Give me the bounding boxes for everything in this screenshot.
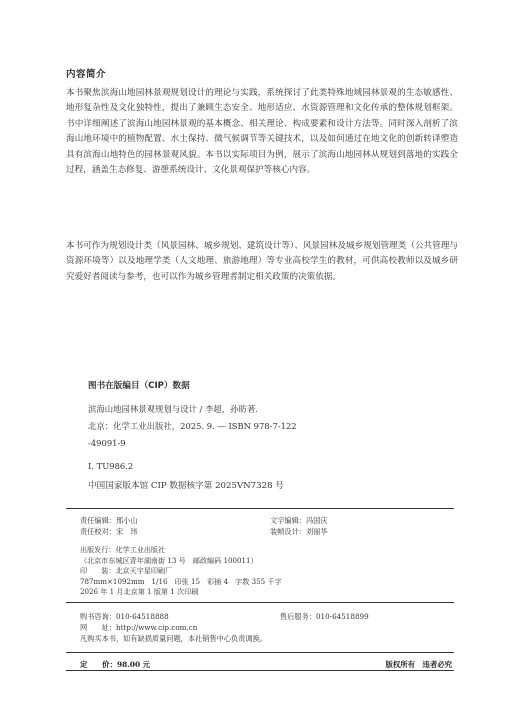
intro-paragraph-2: 本书可作为规划设计类（风景园林、城乡规划、建筑设计等）、风景园林及城乡规划管理类（公共管理与资源环境等）以及地理学类（人文地理、旅游地理）等专业高校学生的教材，可供高校教师以及城乡研究爱好者阅读与参考，也可以作为城乡管理者制定相关政策的决策依据。 bbox=[66, 241, 458, 282]
cip-publisher-line: 北京：化学工业出版社，2025. 9. — ISBN 978-7-122 bbox=[88, 421, 297, 431]
cip-title-line: 滨海山地园林景观规划与设计 / 李超，孙昉著. bbox=[88, 404, 258, 414]
proofreader: 责任校对：宋 玮 bbox=[80, 527, 138, 536]
divider-low bbox=[66, 652, 454, 653]
divider-bottom bbox=[66, 670, 454, 671]
price-row bbox=[80, 659, 452, 670]
text-editor: 文字编辑：冯国庆 bbox=[270, 516, 328, 525]
publisher-name: 出版发行：化学工业出版社 bbox=[80, 545, 166, 554]
service-phone: 售后服务：010-64518899 bbox=[280, 612, 369, 621]
intro-paragraph-1: 本书聚焦滨海山地园林景观规划设计的理论与实践，系统探讨了此类特殊地域园林景观的生态敏感性、地形复杂性及文化独特性，提出了兼顾生态安全、地形适应、水资源管理和文化传承的整体规划框架。书中详细阐述了滨海山地园林景观的基本概念、相关理论、构成要素和设计方法等。同时深入剖析了滨海山地环境中的植物配置、水土保持、微气候调节等关键技术，以及如何通过在地文化的创新转译塑造具有滨海山地特色的园林景观风貌。本书以实际项目为例，展示了滨海山地园林从规划到落地的实践全过程，涵盖生态修复、游憩系统设计、文化景观保护等核心内容。 bbox=[66, 88, 458, 176]
publisher-block bbox=[80, 545, 282, 598]
cip-classification: Ⅰ. TU986.2 bbox=[88, 461, 134, 471]
price: 定 价：98.00 元 bbox=[80, 660, 151, 669]
credits-block bbox=[80, 515, 460, 537]
intro-heading: 内容简介 bbox=[66, 69, 107, 80]
print-specs: 787mm×1092mm 1/16 印张 15 彩插 4 字数 355 千字 bbox=[80, 576, 282, 586]
printer: 印 装：北京天宇星印刷厂 bbox=[80, 566, 173, 575]
cip-block bbox=[88, 379, 448, 495]
cip-heading: 图书在版编目（CIP）数据 bbox=[88, 381, 190, 391]
copyright-notice: 版权所有 违者必究 bbox=[385, 660, 452, 669]
divider-top bbox=[66, 508, 454, 509]
edition-info: 2026 年 1 月北京第 1 版第 1 次印刷 bbox=[80, 587, 199, 596]
contacts-block bbox=[80, 611, 480, 644]
website: 网 址：http://www.cip.com.cn bbox=[80, 623, 198, 632]
publisher-address: （北京市东城区青年湖南街 13 号 邮政编码 100011） bbox=[80, 555, 258, 565]
exchange-notice: 凡购买本书，如有缺损质量问题，本社销售中心负责调换。 bbox=[80, 634, 267, 643]
cip-record bbox=[88, 401, 448, 495]
cip-isbn-line: -49091-9 bbox=[88, 438, 126, 448]
cip-number: 中国国家版本馆 CIP 数据核字第 2025VN7328 号 bbox=[88, 481, 284, 491]
responsible-editor: 责任编辑：邢小山 bbox=[80, 516, 138, 525]
divider-middle bbox=[66, 602, 454, 603]
purchase-phone: 购书咨询：010-64518888 bbox=[80, 612, 169, 621]
cover-designer: 装帧设计：刘丽华 bbox=[270, 527, 328, 536]
